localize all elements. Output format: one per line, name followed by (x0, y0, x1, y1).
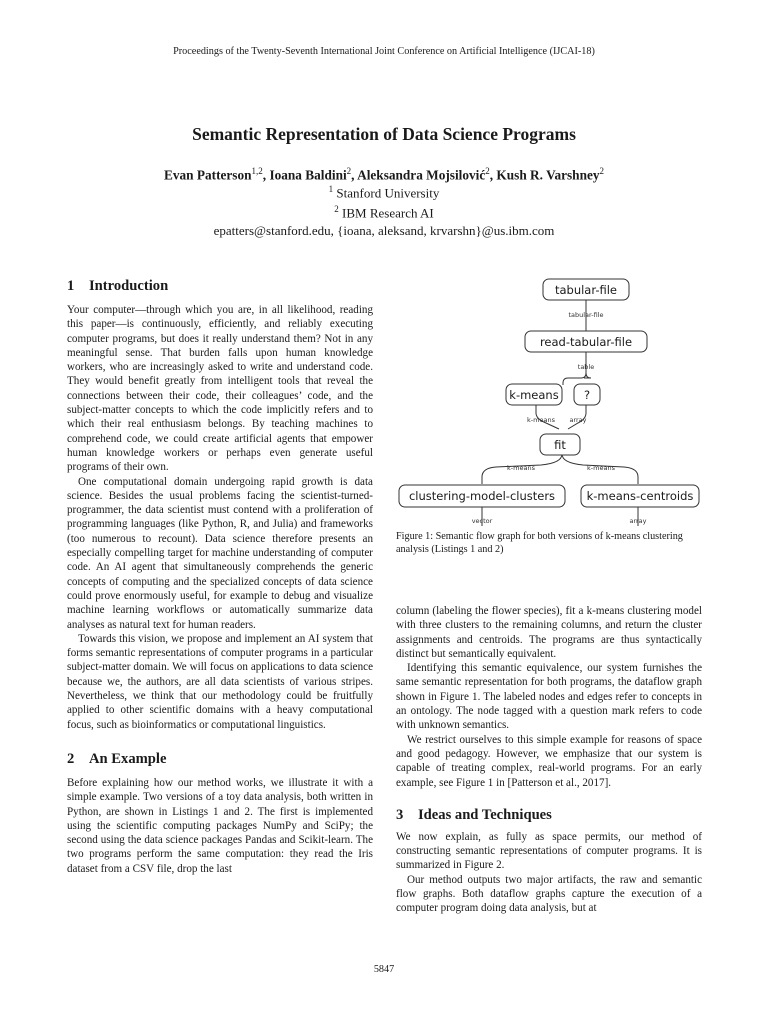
right-column (396, 554, 702, 916)
node-label: k-means (509, 388, 559, 402)
figure-1-caption: Figure 1: Semantic flow graph for both versions of k-means clustering analysis (Listings 1 and 2) (396, 531, 683, 555)
example-paragraph-1: Before explaining how our method works, we illustrate it with a simple example. Two versions of a toy data analysis, both written in Python, are shown in Listings 1 and 2. The first is implemented using the scientific computing packages NumPy and SciPy; the second using the data science packages Pandas and Scikit-learn. The two programs perform the same computation: they read the Iris dataset from a CSV file, drop the last (67, 776, 373, 875)
section-title: Introduction (89, 278, 169, 294)
edge-label: k-means (507, 464, 535, 472)
node-label: read-tabular-file (539, 335, 633, 349)
edge-label: array (569, 416, 587, 424)
author-name: Kush R. Varshney (496, 167, 600, 183)
author-affiliation-marker: 1,2 (251, 166, 263, 176)
edge-label: k-means (527, 416, 555, 424)
affiliation-stanford (0, 184, 768, 201)
author-separator: , (262, 167, 270, 183)
section-number: 2 (67, 750, 75, 767)
node-k-means-centroids (581, 485, 699, 507)
section-title: An Example (89, 750, 167, 767)
semantic-flow-graph (396, 271, 702, 526)
node-read-tabular-file (525, 331, 647, 352)
node-tabular-file (543, 279, 629, 300)
node-unknown (574, 384, 600, 405)
intro-paragraph-1: Your computer—through which you are, in all likelihood, reading this paper—is continuously, efficiently, and reliably executing computer programs, but does it really understand them? Not in any meaningful sense. That burden falls upon human knowledge workers, who are increasingly asked to write and understand code. They would benefit greatly from intelligent tools that reveal the connections between their code, their colleagues’ code, and the subject-matter concepts to which the code implicitly refers and to which their real enthusiasm belongs. By teaching machines to comprehend code, we could create artificial agents that empower human knowledge workers or perhaps even generate useful programs of their own. (67, 304, 373, 474)
node-label: k-means-centroids (586, 489, 694, 503)
node-fit (540, 434, 580, 455)
node-k-means (506, 384, 562, 405)
affiliation-marker: 2 (334, 204, 339, 214)
node-clustering-model-clusters (399, 485, 565, 507)
paper-title: Semantic Representation of Data Science Programs (192, 124, 576, 144)
author-list (0, 166, 768, 183)
affiliation-marker: 1 (328, 184, 334, 194)
affiliation-text: Stanford University (336, 185, 440, 201)
author-emails: epatters@stanford.edu, {ioana, aleksand, krvarshn}@us.ibm.com (213, 223, 555, 238)
page-number: 5847 (373, 964, 395, 975)
section-number: 1 (67, 278, 75, 294)
section-heading-example (67, 750, 373, 768)
author-affiliation-marker: 2 (599, 166, 605, 176)
ideas-paragraph-1: We now explain, as fully as space permits, our method of constructing semantic representations of computer programs. It is summarized in Figure 2. (396, 830, 702, 872)
author-name: Ioana Baldini (269, 167, 347, 183)
author-affiliation-marker: 2 (485, 166, 490, 176)
affiliation-ibm (0, 204, 768, 221)
edge-label: vector (471, 517, 493, 525)
section-number: 3 (396, 806, 404, 823)
author-name: Evan Patterson (163, 167, 252, 183)
node-label: ? (583, 388, 591, 402)
node-label: tabular-file (554, 283, 618, 297)
edge-label: array (629, 517, 647, 525)
author-name: Aleksandra Mojsilović (357, 167, 486, 183)
edge-label: k-means (587, 464, 615, 472)
intro-paragraph-3: Towards this vision, we propose and implement an AI system that forms semantic representations of computer programs in a particular subject-matter domain. We will focus on applications to data science because we, the authors, are all data scientists of various stripes. Nevertheless, we think that our methodology could be fruitfully applied to other scientific domains with a heavy computational focus, such as bioinformatics or computational linguistics. (67, 632, 373, 731)
node-label: clustering-model-clusters (408, 489, 556, 503)
edge-label: tabular-file (568, 311, 604, 319)
affiliation-text: IBM Research AI (342, 205, 434, 221)
left-column (67, 277, 373, 876)
ideas-paragraph-2: Our method outputs two major artifacts, the raw and semantic flow graphs. Both dataflow graphs capture the execution of a computer program doing data analysis, but at (396, 873, 702, 915)
section-heading-ideas (396, 806, 702, 824)
edge-label: table (577, 363, 595, 371)
figure-1 (396, 271, 702, 555)
intro-paragraph-2: One computational domain undergoing rapid growth is data science. Besides the usual problems facing the scientist-turned-programmer, the data scientist must contend with a proliferation of programming languages (like Python, R, and Julia) and frameworks (too numerous to recount). Data science therefore presents an especially compelling target for machine understanding of computer code. An AI agent that simultaneously comprehends the generic concepts of computing and the specialized concepts of data science could prove enormously useful, for example to debug and visualize machine learning workflows or automatically summarize data analyses as natural text for human readers. (67, 475, 373, 631)
author-separator: , (489, 167, 497, 183)
example-paragraph-3: We restrict ourselves to this simple example for reasons of space and good pedagogy. However, we emphasize that our system is capable of treating complex, real-world programs. For an early example, see Figure 1 in [Patterson et al., 2017]. (396, 733, 702, 789)
section-title: Ideas and Techniques (418, 806, 552, 823)
proceedings-header: Proceedings of the Twenty-Seventh International Joint Conference on Artificial Intelligence (IJCAI-18) (173, 46, 595, 57)
example-continuation: column (labeling the flower species), fit a k-means clustering model with three clusters to the remaining columns, and return the cluster assignments and centroids. The programs are thus syntactically distinct but semantically equivalent. (396, 605, 702, 660)
node-label: fit (554, 438, 566, 452)
author-affiliation-marker: 2 (346, 166, 352, 176)
section-heading-introduction (67, 277, 373, 295)
example-paragraph-2: Identifying this semantic equivalence, our system furnishes the same semantic representation for both programs, the dataflow graph shown in Figure 1. The labeled nodes and edges refer to concepts in an ontology. The node tagged with a question mark refers to code with unknown semantics. (396, 662, 702, 732)
author-separator: , (351, 167, 358, 183)
